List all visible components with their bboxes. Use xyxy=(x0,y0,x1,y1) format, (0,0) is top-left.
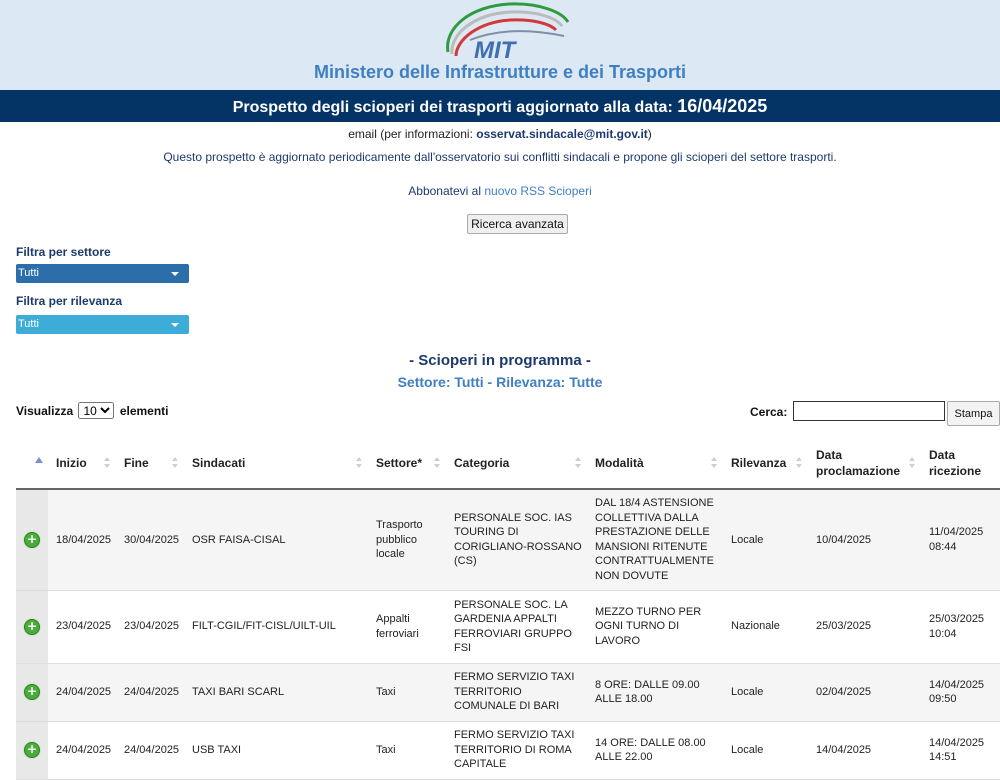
cell-proclamazione: 02/04/2025 xyxy=(808,663,921,721)
cell-proclamazione: 25/03/2025 xyxy=(808,590,921,663)
column-header-label: Fine xyxy=(124,456,149,470)
column-header-label: Data proclamazione xyxy=(816,448,901,478)
sort-icon xyxy=(356,457,362,469)
cell-sindacati: USB TAXI xyxy=(184,721,368,779)
cell-modalita: 14 ORE: DALLE 08.00 ALLE 22.00 xyxy=(587,721,723,779)
cell-fine: 23/04/2025 xyxy=(116,590,184,663)
ministry-name: Ministero delle Infrastrutture e dei Trasporti xyxy=(313,62,687,82)
section-subtitle: Settore: Tutti - Rilevanza: Tutte xyxy=(397,374,603,390)
rilevanza-filter-label: Filtra per rilevanza xyxy=(16,294,123,308)
cell-fine: 24/04/2025 xyxy=(116,721,184,779)
column-header-fine[interactable] xyxy=(116,438,184,489)
cell-ricezione: 14/04/2025 09:50 xyxy=(921,663,1000,721)
cell-ricezione: 11/04/2025 08:44 xyxy=(921,489,1000,590)
cell-inizio: 24/04/2025 xyxy=(48,663,116,721)
cell-modalita: MEZZO TURNO PER OGNI TURNO DI LAVORO xyxy=(587,590,723,663)
rilevanza-filter-value: Tutti xyxy=(18,318,39,330)
email-close: ) xyxy=(647,127,652,141)
cell-categoria: PERSONALE SOC. LA GARDENIA APPALTI FERROVIARI GRUPPO FSI xyxy=(446,590,587,663)
cell-sindacati: OSR FAISA-CISAL xyxy=(184,489,368,590)
column-header-categoria[interactable] xyxy=(446,438,587,489)
search-label: Cerca: xyxy=(750,405,788,419)
expand-cell[interactable] xyxy=(16,721,48,779)
cell-fine: 24/04/2025 xyxy=(116,663,184,721)
expand-plus-icon[interactable]: + xyxy=(24,684,40,700)
table-row[interactable] xyxy=(16,721,1000,779)
column-header-label: Modalità xyxy=(595,456,644,470)
cell-modalita: DAL 18/4 ASTENSIONE COLLETTIVA DALLA PRESTAZIONE DELLE MANSIONI RITENUTE CONTRATTUALMENTE NON DOVUTE xyxy=(587,489,723,590)
advanced-search-button[interactable]: Ricerca avanzata xyxy=(467,214,568,234)
expand-plus-icon[interactable]: + xyxy=(24,742,40,758)
cell-categoria: FERMO SERVIZIO TAXI TERRITORIO DI ROMA CAPITALE xyxy=(446,721,587,779)
sort-icon xyxy=(909,457,915,469)
page-length-suffix: elementi xyxy=(119,404,169,418)
page-length-select[interactable] xyxy=(78,402,114,419)
expand-plus-icon[interactable]: + xyxy=(24,532,40,548)
section-title: - Scioperi in programma - xyxy=(409,352,591,369)
column-header-label: Data ricezione xyxy=(929,448,982,478)
expand-column-header[interactable] xyxy=(16,438,48,489)
rss-info xyxy=(0,184,1000,198)
email-label: email (per informazioni: xyxy=(348,127,473,141)
settore-filter-select[interactable] xyxy=(16,264,189,283)
title-bar xyxy=(0,90,1000,122)
cell-categoria: FERMO SERVIZIO TAXI TERRITORIO COMUNALE DI BARI xyxy=(446,663,587,721)
page-length-label: Visualizza xyxy=(16,404,74,418)
table-row[interactable] xyxy=(16,590,1000,663)
cell-sindacati: TAXI BARI SCARL xyxy=(184,663,368,721)
cell-settore: Taxi xyxy=(368,663,446,721)
column-header-rilevanza[interactable] xyxy=(723,438,808,489)
page-header xyxy=(0,0,1000,90)
cell-rilevanza: Locale xyxy=(723,489,808,590)
column-header-data-proclamazione[interactable] xyxy=(808,438,921,489)
rss-prefix: Abbonatevi al xyxy=(408,184,481,198)
cell-proclamazione: 10/04/2025 xyxy=(808,489,921,590)
cell-sindacati: FILT-CGIL/FIT-CISL/UILT-UIL xyxy=(184,590,368,663)
expand-cell[interactable] xyxy=(16,590,48,663)
cell-settore: Appalti ferroviari xyxy=(368,590,446,663)
table-header-row xyxy=(16,438,1000,489)
cell-ricezione: 14/04/2025 14:51 xyxy=(921,721,1000,779)
cell-modalita: 8 ORE: DALLE 09.00 ALLE 18.00 xyxy=(587,663,723,721)
column-header-label: Rilevanza xyxy=(731,456,787,470)
column-header-data-ricezione[interactable] xyxy=(921,438,1000,489)
search-input[interactable] xyxy=(793,401,945,421)
sort-icon xyxy=(434,457,440,469)
sort-ascending-icon xyxy=(35,457,43,465)
title-label: Prospetto degli scioperi dei trasporti aggiornato alla data: xyxy=(232,99,673,116)
table-row[interactable] xyxy=(16,489,1000,590)
column-header-label: Settore* xyxy=(376,456,423,470)
expand-cell[interactable] xyxy=(16,489,48,590)
cell-rilevanza: Locale xyxy=(723,721,808,779)
cell-rilevanza: Locale xyxy=(723,663,808,721)
cell-categoria: PERSONALE SOC. IAS TOURING DI CORIGLIANO-ROSSANO (CS) xyxy=(446,489,587,590)
sort-icon xyxy=(796,457,802,469)
strikes-table xyxy=(16,438,1000,780)
print-button[interactable]: Stampa xyxy=(947,401,1000,426)
cell-settore: Trasporto pubblico locale xyxy=(368,489,446,590)
cell-inizio: 18/04/2025 xyxy=(48,489,116,590)
settore-filter-label: Filtra per settore xyxy=(16,245,111,259)
cell-rilevanza: Nazionale xyxy=(723,590,808,663)
column-header-settore[interactable] xyxy=(368,438,446,489)
chevron-down-icon xyxy=(171,323,179,327)
expand-cell[interactable] xyxy=(16,663,48,721)
settore-filter-value: Tutti xyxy=(18,267,39,279)
cell-inizio: 24/04/2025 xyxy=(48,721,116,779)
sort-icon xyxy=(172,457,178,469)
page-description: Questo prospetto è aggiornato periodicamente dall'osservatorio sui conflitti sindacali e propone gli scioperi del settore trasporti. xyxy=(163,150,837,164)
mit-logo xyxy=(440,0,580,62)
column-header-inizio[interactable] xyxy=(48,438,116,489)
sort-icon xyxy=(575,457,581,469)
email-info xyxy=(0,127,1000,141)
cell-fine: 30/04/2025 xyxy=(116,489,184,590)
logo-text: MIT xyxy=(474,37,516,62)
rss-link[interactable]: nuovo RSS Scioperi xyxy=(484,184,592,198)
cell-ricezione: 25/03/2025 10:04 xyxy=(921,590,1000,663)
chevron-down-icon xyxy=(171,272,179,276)
column-header-label: Inizio xyxy=(56,456,87,470)
rilevanza-filter-select[interactable] xyxy=(16,315,189,334)
cell-inizio: 23/04/2025 xyxy=(48,590,116,663)
sort-icon xyxy=(711,457,717,469)
email-link[interactable]: osservat.sindacale@mit.gov.it xyxy=(476,127,648,141)
column-header-modalita[interactable] xyxy=(587,438,723,489)
column-header-label: Categoria xyxy=(454,456,510,470)
table-row[interactable] xyxy=(16,663,1000,721)
column-header-sindacati[interactable] xyxy=(184,438,368,489)
cell-proclamazione: 14/04/2025 xyxy=(808,721,921,779)
sort-icon xyxy=(104,457,110,469)
page-length-control xyxy=(16,402,169,419)
title-date: 16/04/2025 xyxy=(677,96,768,116)
expand-plus-icon[interactable]: + xyxy=(24,619,40,635)
cell-settore: Taxi xyxy=(368,721,446,779)
column-header-label: Sindacati xyxy=(192,456,246,470)
